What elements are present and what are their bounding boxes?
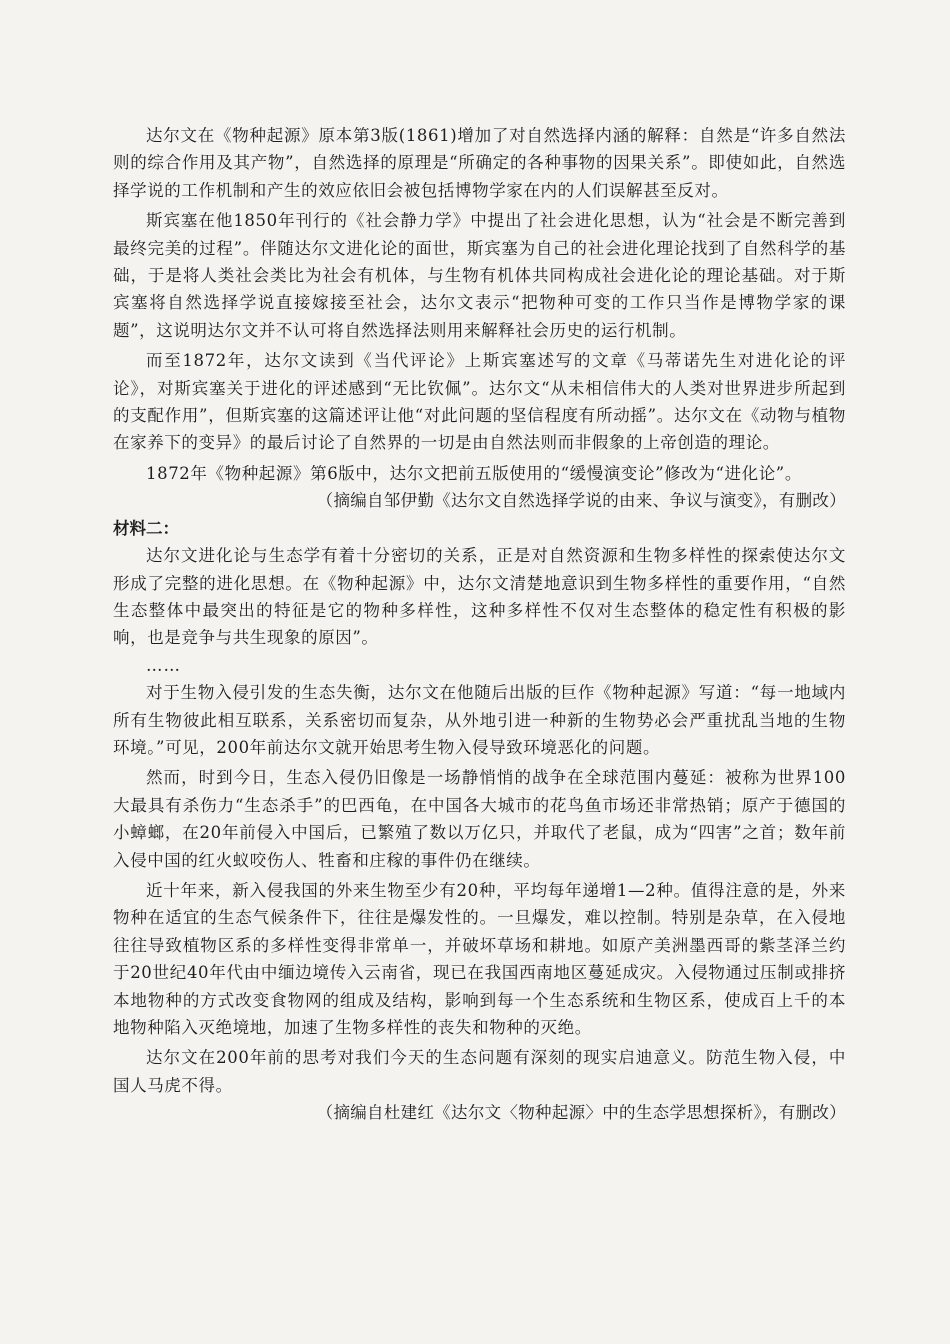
material2-paragraph-4: 达尔文在200年前的思考对我们今天的生态问题有深刻的现实启迪意义。防范生物入侵，中国人马虎不得。 <box>113 1048 846 1095</box>
material2-intro: 达尔文进化论与生态学有着十分密切的关系，正是对自然资源和生物多样性的探索使达尔文形成了完整的进化思想。在《物种起源》中，达尔文清楚地意识到生物多样性的重要作用，“自然生态整体中最突出的特征是它的物种多样性，这种多样性不仅对生态整体的稳定性有积极的影响，也是竞争与共生现象的原因”。 <box>113 546 846 648</box>
material1-paragraph-1: 达尔文在《物种起源》原本第3版(1861)增加了对自然选择内涵的解释：自然是“许多自然法则的综合作用及其产物”，自然选择的原理是“所确定的各种事物的因果关系”。即使如此，自然选择学说的工作机制和产生的效应依旧会被包括博物学家在内的人们误解甚至反对。 <box>113 126 846 200</box>
material2-ellipsis: …… <box>146 655 181 675</box>
material2-paragraph-3: 近十年来，新入侵我国的外来生物至少有20种，平均每年递增1—2种。值得注意的是，外来物种在适宜的生态气候条件下，往往是爆发性的。一旦爆发，难以控制。特别是杂草，在入侵地往往导致植物区系的多样性变得非常单一，并破坏草场和耕地。如原产美洲墨西哥的紫茎泽兰约于20世纪40年代由中缅边境传入云南省，现已在我国西南地区蔓延成灾。入侵物通过压制或排挤本地物种的方式改变食物网的组成及结构，影响到每一个生态系统和生物区系，使成百上千的本地物种陷入灭绝境地，加速了生物多样性的丧失和物种的灭绝。 <box>113 880 846 1037</box>
material2-source: （摘编自杜建红《达尔文〈物种起源〉中的生态学思想探析》，有删改） <box>316 1103 846 1123</box>
material1-paragraph-3: 而至1872年，达尔文读到《当代评论》上斯宾塞述写的文章《马蒂诺先生对进化论的评论》，对斯宾塞关于进化的评述感到“无比钦佩”。达尔文“从未相信伟大的人类对世界进步所起到的支配作用”，但斯宾塞的这篇述评让他“对此问题的坚信程度有所动摇”。达尔文在《动物与植物在家养下的变异》的最后讨论了自然界的一切是由自然法则而非假象的上帝创造的理论。 <box>113 351 846 453</box>
material2-paragraph-1: 对于生物入侵引发的生态失衡，达尔文在他随后出版的巨作《物种起源》写道：“每一地域内所有生物彼此相互联系，关系密切而复杂，从外地引进一种新的生物势必会严重扰乱当地的生物环境。”可见，200年前达尔文就开始思考生物入侵导致环境恶化的问题。 <box>113 683 846 757</box>
material2-paragraph-2: 然而，时到今日，生态入侵仍旧像是一场静悄悄的战争在全球范围内蔓延：被称为世界100大最具有杀伤力“生态杀手”的巴西龟，在中国各大城市的花鸟鱼市场还非常热销；原产于德国的小蟑螂，在20年前侵入中国后，已繁殖了数以万亿只，并取代了老鼠，成为“四害”之首；数年前入侵中国的红火蚁咬伤人、牲畜和庄稼的事件仍在继续。 <box>113 768 846 870</box>
material2-heading: 材料二： <box>113 518 179 538</box>
exam-page-text <box>113 122 846 1127</box>
material1-paragraph-4: 1872年《物种起源》第6版中，达尔文把前五版使用的“缓慢演变论”修改为“进化论”。 <box>146 463 802 483</box>
material1-source: （摘编自邹伊勤《达尔文自然选择学说的由来、争议与演变》，有删改） <box>316 491 846 511</box>
material1-paragraph-2: 斯宾塞在他1850年刊行的《社会静力学》中提出了社会进化思想，认为“社会是不断完善到最终完美的过程”。伴随达尔文进化论的面世，斯宾塞为自己的社会进化理论找到了自然科学的基础，于是将人类社会类比为社会有机体，与生物有机体共同构成社会进化论的理论基础。对于斯宾塞将自然选择学说直接嫁接至社会，达尔文表示“把物种可变的工作只当作是博物学家的课题”，这说明达尔文并不认可将自然选择法则用来解释社会历史的运行机制。 <box>113 211 846 340</box>
